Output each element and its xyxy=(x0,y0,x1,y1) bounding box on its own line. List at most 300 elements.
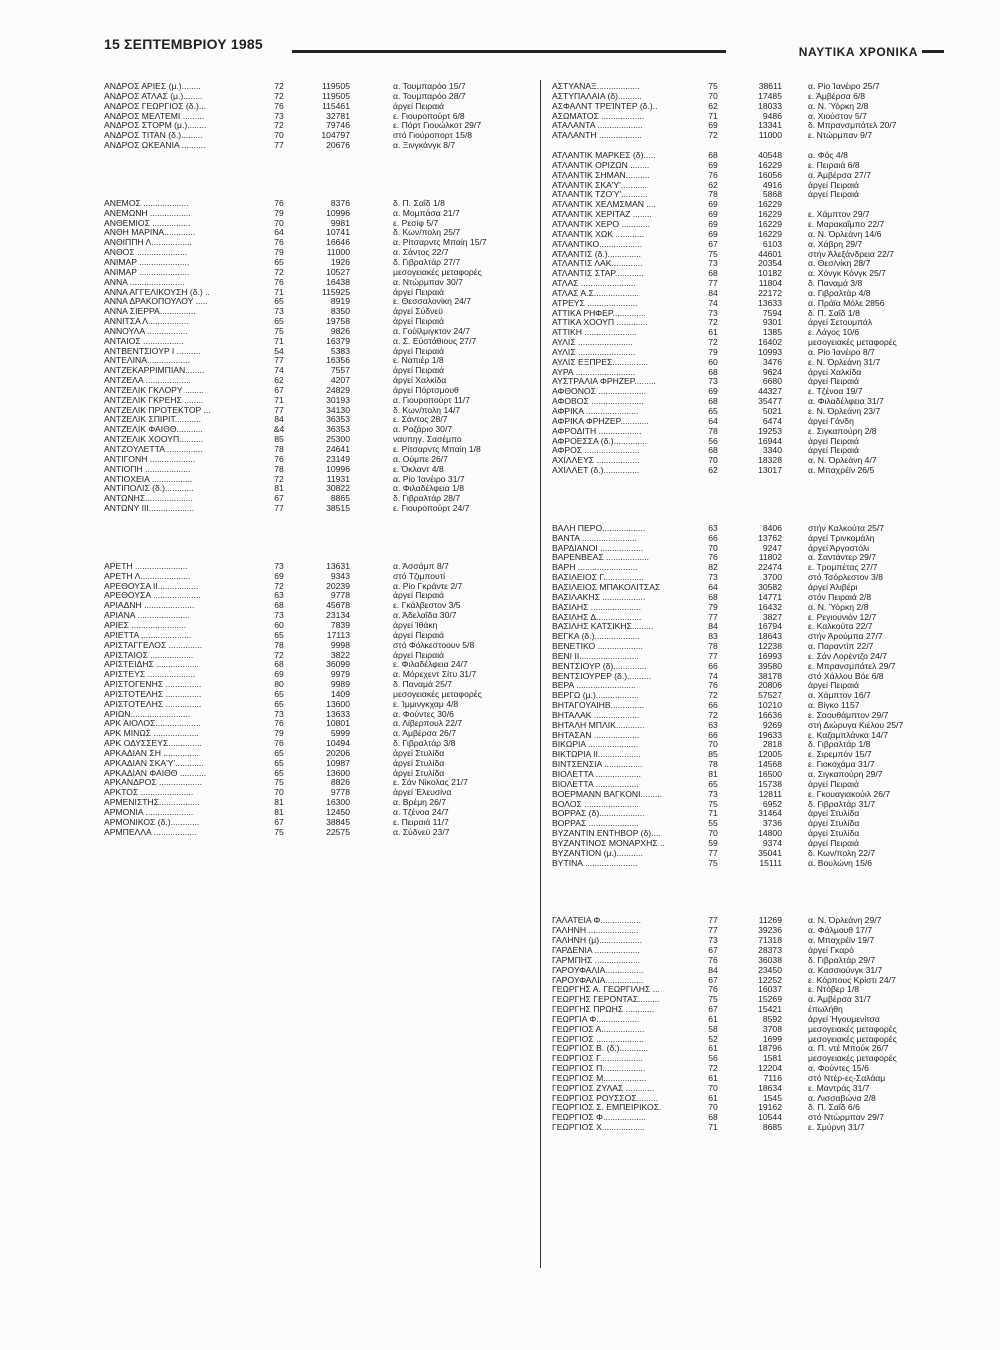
ship-position: α. Μομπάσα 21/7 xyxy=(393,207,460,218)
build-year: 62 xyxy=(708,100,718,111)
ship-row xyxy=(552,348,944,358)
build-year: 61 xyxy=(708,1013,718,1024)
tonnage: 22575 xyxy=(326,826,350,837)
tonnage: 16229 xyxy=(758,209,782,220)
ship-position: α. Ν. Ύόρκη 2/8 xyxy=(808,601,869,612)
tonnage: 38178 xyxy=(758,670,782,681)
ship-row xyxy=(104,828,530,838)
build-year: 82 xyxy=(708,562,718,573)
ship-name: ΑΝΘΟΣ ..................... xyxy=(104,248,188,258)
ship-position: δ. Παναμά 25/7 xyxy=(393,679,453,690)
ship-name: ΓΕΩΡΓΙΟΣ ΡΟΥΣΣΟΣ......... xyxy=(552,1093,659,1103)
tonnage: 3827 xyxy=(762,611,782,622)
ship-row xyxy=(552,995,944,1005)
tonnage: 13600 xyxy=(326,767,350,778)
ship-row xyxy=(104,337,530,347)
ship-position: δ. Γιβραλτάρ 1/8 xyxy=(808,739,871,750)
tonnage: 16646 xyxy=(326,237,350,248)
ship-row xyxy=(552,809,944,819)
build-year: 79 xyxy=(274,247,284,258)
build-year: 65 xyxy=(708,406,718,416)
ship-name: ΑΝΘΕΜΙΟΣ ................ xyxy=(104,218,191,228)
ship-position: ε. Άμβέρσα 6/8 xyxy=(808,90,866,101)
ship-name: ΒΑΣΙΛΗΣ ..................... xyxy=(552,602,641,612)
tonnage: 24829 xyxy=(326,384,350,395)
tonnage: 16500 xyxy=(758,769,782,779)
ship-row xyxy=(552,279,944,289)
tonnage: 22474 xyxy=(758,562,782,573)
ship-row xyxy=(552,839,944,849)
build-year: 68 xyxy=(708,591,718,602)
ship-row xyxy=(552,407,944,417)
build-year: 79 xyxy=(274,728,284,739)
build-year: 72 xyxy=(274,266,284,277)
tonnage: 15738 xyxy=(758,778,782,789)
build-year: 78 xyxy=(708,189,718,200)
ship-name: ΑΝΤΖΟΥΛΕΤΤΑ ............... xyxy=(104,445,203,454)
build-year: 71 xyxy=(708,808,718,819)
ship-position: α. Σιγκαπούρη 29/7 xyxy=(808,769,883,779)
ship-row xyxy=(552,976,944,986)
ship-row xyxy=(552,102,944,112)
ship-group xyxy=(552,524,944,869)
tonnage: 18634 xyxy=(758,1082,782,1093)
header-rule-end xyxy=(922,50,944,53)
ship-row xyxy=(104,82,530,92)
ship-row xyxy=(552,681,944,691)
ship-row xyxy=(552,544,944,554)
build-year: 76 xyxy=(274,197,284,208)
ship-position: ε. Πειραιά 11/7 xyxy=(393,816,449,827)
ship-position: μεσογειακές μεταφορές xyxy=(808,1033,897,1044)
ship-position: άργεί Γκαρό xyxy=(808,944,854,955)
build-year: 67 xyxy=(708,238,718,249)
tonnage: 16300 xyxy=(326,797,350,808)
ship-position: α. Βίγκο 1157 xyxy=(808,700,860,711)
ship-position: α. Φιλαδέλφεια 31/7 xyxy=(808,396,884,407)
ship-position: α. Ρίο Ίανέιρο 8/7 xyxy=(808,346,875,357)
ship-name: ΑΦΡΙΚΑ ΦΡΗΖΕΡ............ xyxy=(552,416,649,426)
tonnage: 57527 xyxy=(758,690,782,701)
ship-name: ΓΕΩΡΓΙΟΣ .................... xyxy=(552,1034,644,1044)
ship-name: ΑΝΤΙΟΧΕΙΑ ................. xyxy=(104,474,193,484)
build-year: 77 xyxy=(708,278,718,289)
build-year: 78 xyxy=(708,641,718,652)
tonnage: 16636 xyxy=(758,709,782,720)
ship-name: ΑΝΝΑ ΔΡΑΚΟΠΟΥΛΟΥ ..... xyxy=(104,297,208,307)
ship-name: ΒΑΡΗ ......................... xyxy=(552,563,638,573)
tonnage: 19633 xyxy=(758,729,782,740)
build-year: 62 xyxy=(708,179,718,190)
ship-name: ΑΡΚΑΝΔΡΟΣ .................. xyxy=(104,778,202,788)
ship-name: ΑΝΤΖΕΛΙΚ ΠΡΟΤΕΚΤΟΡ ... xyxy=(104,405,211,415)
ship-position: α. Γιβραλτάρ 4/8 xyxy=(808,287,871,298)
ship-position: ε. Ν. Όρλεάνη 31/7 xyxy=(808,356,881,367)
build-year: 71 xyxy=(274,286,284,297)
build-year: 76 xyxy=(274,453,284,464)
build-year: 68 xyxy=(274,659,284,670)
ship-position: α. Π. ντέ Μπούκ 26/7 xyxy=(808,1043,889,1054)
ship-name: ΒΙΚΩΡΙΑ ..................... xyxy=(552,740,639,750)
ship-name: ΑΝΤΕΛΙΝΑ.................. xyxy=(104,356,190,366)
build-year: 73 xyxy=(708,307,718,318)
ship-position: άργεί Πόρτσμουθ xyxy=(393,384,459,395)
build-year: 67 xyxy=(708,944,718,955)
ship-name: ΑΡΕΘΟΥΣΑ .................... xyxy=(104,591,201,601)
build-year: 73 xyxy=(274,610,284,621)
ship-row xyxy=(552,151,944,161)
issue-date: 15 ΣΕΠΤΕΜΒΡΙΟΥ 1985 xyxy=(104,36,263,52)
build-year: 75 xyxy=(708,248,718,259)
ship-position: α. Σαντάντερ 29/7 xyxy=(808,552,877,563)
build-year: 70 xyxy=(708,1102,718,1113)
ship-row xyxy=(104,611,530,621)
ship-name: ΑΡΕΤΗ ...................... xyxy=(104,561,188,571)
build-year: 70 xyxy=(708,739,718,750)
ship-row xyxy=(104,475,530,485)
tonnage: 3822 xyxy=(330,649,350,660)
build-year: 77 xyxy=(708,915,718,926)
tonnage: 10741 xyxy=(326,227,350,238)
build-year: 61 xyxy=(708,1072,718,1083)
ship-position: δ. Π. Σαΐδ 1/8 xyxy=(808,307,860,318)
build-year: 81 xyxy=(708,769,718,779)
tonnage: 17113 xyxy=(326,629,350,640)
tonnage: 13633 xyxy=(326,708,350,719)
ship-name: ΑΝΤΖΕΛΑ ................... xyxy=(104,376,191,386)
ship-name: ΑΥΛΙΣ ........................ xyxy=(552,347,636,357)
ship-row xyxy=(104,759,530,769)
build-year: 61 xyxy=(708,1092,718,1103)
ship-row xyxy=(552,397,944,407)
tonnage: 16993 xyxy=(758,650,782,661)
ship-name: ΑΡΚΤΟΣ ...................... xyxy=(104,788,194,798)
build-year: 81 xyxy=(274,807,284,817)
ship-name: ΒΗΤΑΛΗ ΜΠΛΙΚ............ xyxy=(552,720,645,730)
build-year: 85 xyxy=(708,749,718,760)
build-year: 75 xyxy=(274,826,284,837)
tonnage: 6103 xyxy=(762,238,782,249)
ship-name: ΑΦΟΒΟΣ ...................... xyxy=(552,397,644,407)
ship-name: ΒΙΝΤΣΕΝΣΙΑ ................ xyxy=(552,760,643,770)
build-year: 70 xyxy=(708,90,718,101)
ship-row xyxy=(104,297,530,307)
header-rule xyxy=(292,50,726,53)
build-year: 69 xyxy=(708,386,718,397)
ship-row xyxy=(552,1054,944,1064)
ship-row xyxy=(104,808,530,818)
tonnage: 11000 xyxy=(758,130,782,141)
ship-name: ΒΥΖΑΝΤΙΟΝ (μ.)........... xyxy=(552,848,643,858)
ship-row xyxy=(552,1094,944,1104)
ship-row xyxy=(104,278,530,288)
ship-position: α. Ροζάριο 30/7 xyxy=(393,424,453,435)
build-year: 70 xyxy=(708,828,718,839)
ship-name: ΑΤΡΕΥΣ ..................... xyxy=(552,298,638,308)
ship-row xyxy=(552,563,944,573)
tonnage: 15269 xyxy=(758,994,782,1005)
ship-row xyxy=(552,946,944,956)
ship-name: ΑΡΜΟΝΙΑ .................... xyxy=(104,808,194,817)
build-year: 75 xyxy=(274,325,284,336)
ship-position: άργεί Ήγουμενίτσα xyxy=(808,1013,880,1024)
ship-name: ΓΕΩΡΓΙΟΣ Χ.................. xyxy=(552,1123,645,1133)
ship-position: δ. Μπρανσμπάτελ 20/7 xyxy=(808,120,897,131)
left-column xyxy=(104,82,530,838)
tonnage: 44601 xyxy=(758,248,782,259)
tonnage: 7594 xyxy=(762,307,782,318)
tonnage: 71318 xyxy=(758,935,782,946)
build-year: 67 xyxy=(274,384,284,395)
ship-position: ε. Λάγος 10/6 xyxy=(808,327,860,338)
ship-position: στό Ντέρ-ες-Σαλάαμ xyxy=(808,1072,886,1083)
ship-row xyxy=(104,465,530,475)
ship-position: ε. Τρομπέτας 27/7 xyxy=(808,562,878,573)
tonnage: 13341 xyxy=(758,120,782,131)
ship-name: ΑΦΡΟΣ ....................... xyxy=(552,446,640,456)
tonnage: 10996 xyxy=(326,463,350,474)
build-year: 66 xyxy=(708,532,718,543)
ship-name: ΑΡΜΟΝΙΚΟΣ (δ.)............ xyxy=(104,817,200,827)
ship-row xyxy=(104,366,530,376)
ship-row xyxy=(552,417,944,427)
tonnage: 1699 xyxy=(762,1033,782,1044)
page-header xyxy=(104,36,944,60)
tonnage: 18328 xyxy=(758,455,782,466)
build-year: 70 xyxy=(274,130,284,141)
build-year: 65 xyxy=(708,778,718,789)
ship-name: ΑΝΤΙΠΟΛΙΣ (δ.)............ xyxy=(104,484,194,494)
build-year: 61 xyxy=(708,327,718,338)
ship-name: ΑΤΛΑΝΤΙΚ ΧΕΛΜΣΜΑΝ .... xyxy=(552,200,656,210)
ship-row xyxy=(552,593,944,603)
build-year: 77 xyxy=(708,925,718,936)
build-year: 78 xyxy=(274,444,284,454)
ship-name: ΑΤΛΑΣ ....................... xyxy=(552,279,636,289)
build-year: 83 xyxy=(708,631,718,642)
build-year: 72 xyxy=(274,120,284,131)
ship-name: ΒΑΛΗ ΠΕΡΟ.................. xyxy=(552,523,646,533)
ship-position: άργεί Στυλίδα xyxy=(393,747,445,758)
ship-name: ΑΤΑΛΑΝΤΑ ................... xyxy=(552,121,643,131)
tonnage: 9269 xyxy=(762,719,782,730)
ship-position: α. Τζένοα 24/7 xyxy=(393,807,449,817)
tonnage: 36353 xyxy=(326,414,350,425)
ship-name: ΒΕΝΤΣΙΟΥΡ (δ).............. xyxy=(552,661,647,671)
build-year: 76 xyxy=(708,954,718,965)
ship-row xyxy=(552,200,944,210)
ship-name: ΑΡΙΕΤΤΑ ..................... xyxy=(104,630,192,640)
ship-row xyxy=(104,798,530,808)
ship-name: ΑΡΚ ΑΙΟΛΟΣ................... xyxy=(104,719,201,729)
ship-name: ΓΕΩΡΓΗΣ ΓΕΡΟΝΤΑΣ......... xyxy=(552,995,660,1005)
build-year: 72 xyxy=(708,130,718,141)
ship-position: α. Σύδνεϋ 23/7 xyxy=(393,826,450,837)
ship-name: ΒΑΣΙΛΕΙΟΣ Γ................. xyxy=(552,573,644,583)
ship-position: στόν Πειραιά 2/8 xyxy=(808,591,872,602)
ship-position: α. Βρέμη 26/7 xyxy=(393,797,447,808)
ship-position: άργεί Στυλίδα xyxy=(808,808,860,819)
ship-name: ΑΣΦΑΛΝΤ ΤΡΕΊΝΤΕΡ (δ.).. xyxy=(552,101,658,111)
ship-group xyxy=(552,82,944,141)
ship-name: ΑΝΙΜΑΡ ..................... xyxy=(104,257,190,267)
ship-row xyxy=(104,729,530,739)
ship-name: ΒΙΚΤΩΡΙΑ ΙΙ.................. xyxy=(552,750,641,760)
tonnage: 36099 xyxy=(326,659,350,670)
tonnage: 9998 xyxy=(330,639,350,650)
ship-position: ε. Καζαμπλάνκα 14/7 xyxy=(808,729,888,740)
build-year: 73 xyxy=(274,110,284,121)
ship-name: ΑΝΔΡΟΣ ΑΤΛΑΣ (μ.)........ xyxy=(104,91,203,101)
ship-name: ΑΝΝΙΤΣΑ Λ................. xyxy=(104,317,189,327)
ship-name: ΑΣΤΥΠΑΛΑΙΑ (δ).......... xyxy=(552,91,642,101)
ship-position: ε. Γκάλβεστον 3/5 xyxy=(393,600,461,611)
tonnage: 20806 xyxy=(758,680,782,691)
build-year: 63 xyxy=(708,522,718,533)
tonnage: 10182 xyxy=(758,268,782,279)
tonnage: 35041 xyxy=(758,847,782,858)
tonnage: 5383 xyxy=(330,345,350,356)
ship-position: α. Φός 4/8 xyxy=(808,150,848,161)
ship-position: άργεί Πειραιά xyxy=(393,345,444,356)
ship-row xyxy=(104,425,530,435)
ship-position: α. Κασσιούνγκ 31/7 xyxy=(808,964,883,975)
ship-row xyxy=(552,740,944,750)
ship-name: ΒΑΣΙΛΗΣ Δ................... xyxy=(552,612,642,622)
ship-name: ΓΕΩΡΓΙΟΣ ΖΥΛΑΣ ............ xyxy=(552,1083,655,1093)
ship-name: ΑΝΝΟΥΛΑ ................. xyxy=(104,326,188,336)
tonnage: 9979 xyxy=(330,669,350,680)
tonnage: 13633 xyxy=(758,297,782,308)
tonnage: 9343 xyxy=(330,570,350,581)
tonnage: 8865 xyxy=(330,493,350,504)
ship-name: ΑΡΕΤΗ Λ..................... xyxy=(104,571,191,581)
ship-position: α. Χόνγκ Κόνγκ 25/7 xyxy=(808,268,886,279)
build-year: 63 xyxy=(708,719,718,730)
ship-position: άργεί Πειραιά xyxy=(393,590,444,601)
ship-position: άργεί Χαλκίδα xyxy=(393,375,447,386)
tonnage: 16379 xyxy=(326,335,350,346)
tonnage: 1409 xyxy=(330,688,350,699)
build-year: 75 xyxy=(708,857,718,868)
tonnage: 104797 xyxy=(321,130,350,141)
ship-name: ΑΝΤΩΝΥ ΙΙΙ................... xyxy=(104,504,195,514)
tonnage: 20676 xyxy=(326,140,350,151)
tonnage: 13017 xyxy=(758,465,782,476)
build-year: 66 xyxy=(708,700,718,711)
ship-position: α. Τουμπαρόο 28/7 xyxy=(393,90,466,101)
ship-name: ΑΤΛΑΝΤΙΚ ΣΗΜΑΝ.......... xyxy=(552,170,650,180)
tonnage: 13600 xyxy=(326,698,350,709)
ship-row xyxy=(104,102,530,112)
ship-position: ε. Πόρτ Γιουώλκοτ 29/7 xyxy=(393,120,482,131)
tonnage: 8406 xyxy=(762,522,782,533)
ship-row xyxy=(104,641,530,651)
ship-name: ΑΝΔΡΟΣ ΤΙΤΑΝ (δ.)......... xyxy=(104,131,203,141)
ship-row xyxy=(552,603,944,613)
ship-name: ΑΡΙΣΤΑΓΓΕΛΟΣ .............. xyxy=(104,640,203,650)
ship-position: α. Άμβέρσα 26/7 xyxy=(393,728,457,739)
ship-position: α. Βουλώνη 15/6 xyxy=(808,857,873,868)
ship-name: ΒΕΝΤΣΙΟΥΡΕΡ (δ.).......... xyxy=(552,671,651,681)
ship-name: ΑΤΛΑΝΤΙΚ ΤΖΟΎ'........... xyxy=(552,190,648,200)
ship-row xyxy=(552,859,944,869)
ship-position: δ. Γιβραλτάρ 3/8 xyxy=(393,738,456,749)
tonnage: 38845 xyxy=(326,816,350,827)
ship-row xyxy=(552,210,944,220)
ship-name: ΑΝΔΡΟΣ ΩΚΕΑΝΙΑ .......... xyxy=(104,141,206,151)
ship-position: δ. Κων/πολη 22/7 xyxy=(808,847,876,858)
ship-row xyxy=(552,220,944,230)
build-year: 64 xyxy=(708,581,718,592)
tonnage: 12811 xyxy=(758,788,782,799)
ship-name: ΒΑΝΤΑ ....................... xyxy=(552,533,637,543)
ship-position: ε. Θεσσαλονίκη 24/7 xyxy=(393,296,472,307)
tonnage: 39580 xyxy=(758,660,782,671)
tonnage: 19758 xyxy=(326,316,350,327)
ship-position: ε. Χάμπτον 29/7 xyxy=(808,209,870,220)
build-year: 71 xyxy=(274,335,284,346)
build-year: 76 xyxy=(274,738,284,749)
tonnage: 14568 xyxy=(758,759,782,770)
ship-position: άργεί Πειραιά xyxy=(808,445,859,456)
ship-row xyxy=(104,415,530,425)
ship-row xyxy=(552,731,944,741)
ship-row xyxy=(552,583,944,593)
ship-name: ΓΕΩΡΓΙΟΣ Β. (δ.)............ xyxy=(552,1044,649,1054)
ship-name: ΑΤΛΑΝΤΙΚ ΜΑΡΚΕΣ (δ)..... xyxy=(552,151,656,161)
build-year: 67 xyxy=(274,493,284,504)
tonnage: 35477 xyxy=(758,396,782,407)
tonnage: 119505 xyxy=(321,90,350,101)
build-year: 75 xyxy=(708,798,718,809)
tonnage: 10544 xyxy=(758,1112,782,1123)
tonnage: 45678 xyxy=(326,600,350,611)
ship-position: ε. Ρεσίφ 5/7 xyxy=(393,217,439,228)
ship-name: ΑΡΙΣΤΟΓΕΝΗΣ ............... xyxy=(104,680,202,690)
tonnage: 16037 xyxy=(758,984,782,995)
ship-position: ε. Σαουθάμπτον 29/7 xyxy=(808,709,889,720)
ship-position: άργεί Άργοστόλι xyxy=(808,542,870,553)
ship-row xyxy=(552,524,944,534)
ship-name: ΑΤΤΙΚΗ ...................... xyxy=(552,328,637,338)
ship-position: α. Άμβέρσα 27/7 xyxy=(808,169,872,180)
ship-name: ΑΥΛΙΣ ΕΞΠΡΕΣ............... xyxy=(552,357,649,367)
tonnage: 10494 xyxy=(326,738,350,749)
tonnage: 11000 xyxy=(326,247,350,258)
ship-row xyxy=(552,387,944,397)
ship-position: ε. Σάντος 28/7 xyxy=(393,414,448,425)
ship-position: άργεί Πειραιά xyxy=(808,179,859,190)
ship-row xyxy=(552,456,944,466)
ship-name: ΓΑΡΟΥΦΑΛΙΑ................ xyxy=(552,965,644,975)
ship-name: ΑΤΛΑΝΤΙΚ ΣΚΑ'Υ'........... xyxy=(552,180,648,190)
ship-row xyxy=(552,750,944,760)
build-year: 61 xyxy=(708,1043,718,1054)
tonnage: 16402 xyxy=(758,337,782,348)
ship-position: δ. Π. Σαΐδ 6/6 xyxy=(808,1102,860,1113)
ship-name: ΒΕΡΓΩ (μ.).................. xyxy=(552,691,639,701)
ship-name: ΑΤΛΑΣ Α.Σ................... xyxy=(552,288,640,298)
ship-row xyxy=(552,446,944,456)
build-year: 58 xyxy=(708,1023,718,1034)
build-year: 66 xyxy=(708,729,718,740)
ship-row xyxy=(552,956,944,966)
build-year: 72 xyxy=(274,649,284,660)
build-year: 74 xyxy=(708,670,718,681)
ship-position: στό Τσόρλεστον 3/8 xyxy=(808,572,883,583)
build-year: 69 xyxy=(708,199,718,210)
